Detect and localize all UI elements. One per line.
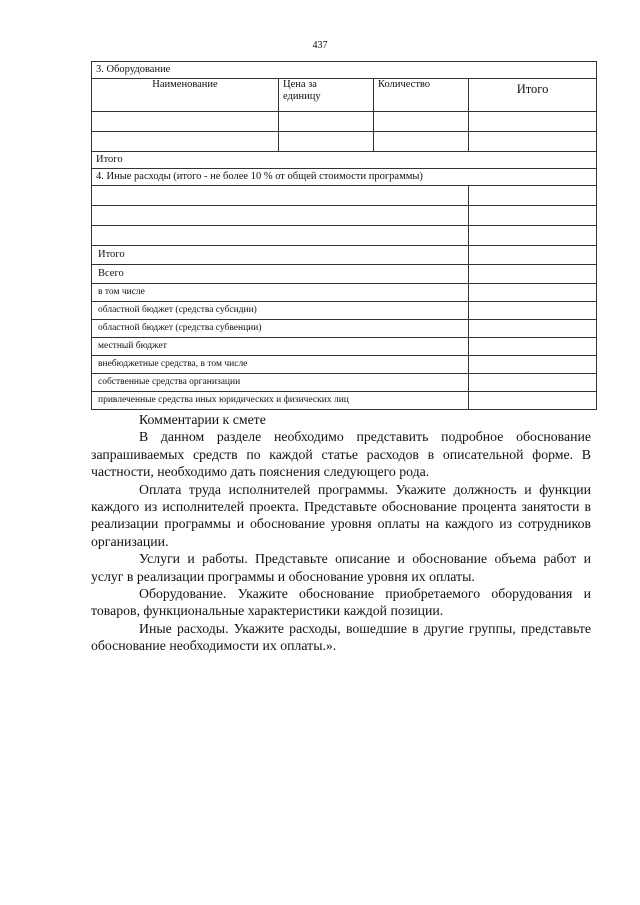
equipment-total-label: Итого xyxy=(92,152,597,169)
summary-row xyxy=(92,302,597,320)
summary-row xyxy=(92,374,597,392)
budget-table xyxy=(91,61,597,410)
header-quantity: Количество xyxy=(374,79,469,112)
summary-label: привлеченные средства иных юридических и физических лиц xyxy=(92,392,469,410)
header-price: Цена за единицу xyxy=(279,79,374,112)
comment-paragraph: Иные расходы. Укажите расходы, вошедшие в другие группы, представьте обоснование необходимости их оплаты.». xyxy=(91,620,591,654)
summary-label: внебюджетные средства, в том числе xyxy=(92,356,469,374)
equipment-blank-row xyxy=(92,112,597,132)
equipment-section-title: 3. Оборудование xyxy=(92,62,597,79)
summary-label: в том числе xyxy=(92,284,469,302)
summary-label: Всего xyxy=(92,265,469,284)
comment-paragraph: Оборудование. Укажите обоснование приобретаемого оборудования и товаров, функциональные характеристики каждой позиции. xyxy=(91,586,591,619)
summary-row xyxy=(92,265,597,284)
summary-row xyxy=(92,338,597,356)
summary-label: Итого xyxy=(92,246,469,265)
comment-paragraph: Оплата труда исполнителей программы. Укажите должность и функции каждого из исполнителей проекта. Представьте обоснование процента занятости в реализации программы и обоснование уровня оплаты на каждого из сотрудников организации. xyxy=(91,481,591,549)
comment-paragraph: Услуги и работы. Представьте описание и обоснование объема работ и услуг в реализации программы и обоснование уровня их оплаты. xyxy=(91,551,591,584)
summary-label: местный бюджет xyxy=(92,338,469,356)
equipment-blank-row xyxy=(92,132,597,152)
other-section-title: 4. Иные расходы (итого - не более 10 % от общей стоимости программы) xyxy=(92,169,597,186)
comment-paragraph: В данном разделе необходимо представить подробное обоснование запрашиваемых средств по каждой статье расходов в описательной форме. В частности, необходимо дать пояснения следующего рода. xyxy=(91,429,591,480)
page-number: 437 xyxy=(312,40,328,51)
header-name: Наименование xyxy=(92,79,279,112)
summary-row xyxy=(92,246,597,265)
summary-row xyxy=(92,320,597,338)
comments-title: Комментарии к смете xyxy=(139,412,266,427)
summary-row xyxy=(92,356,597,374)
summary-row xyxy=(92,284,597,302)
other-blank-row xyxy=(92,226,597,246)
summary-row xyxy=(92,392,597,410)
comments-section xyxy=(91,411,591,655)
equipment-header-row xyxy=(92,79,597,112)
summary-label: областной бюджет (средства субсидии) xyxy=(92,302,469,320)
summary-label: областной бюджет (средства субвенции) xyxy=(92,320,469,338)
summary-label: собственные средства организации xyxy=(92,374,469,392)
header-total: Итого xyxy=(469,79,597,112)
other-blank-row xyxy=(92,206,597,226)
other-blank-row xyxy=(92,186,597,206)
